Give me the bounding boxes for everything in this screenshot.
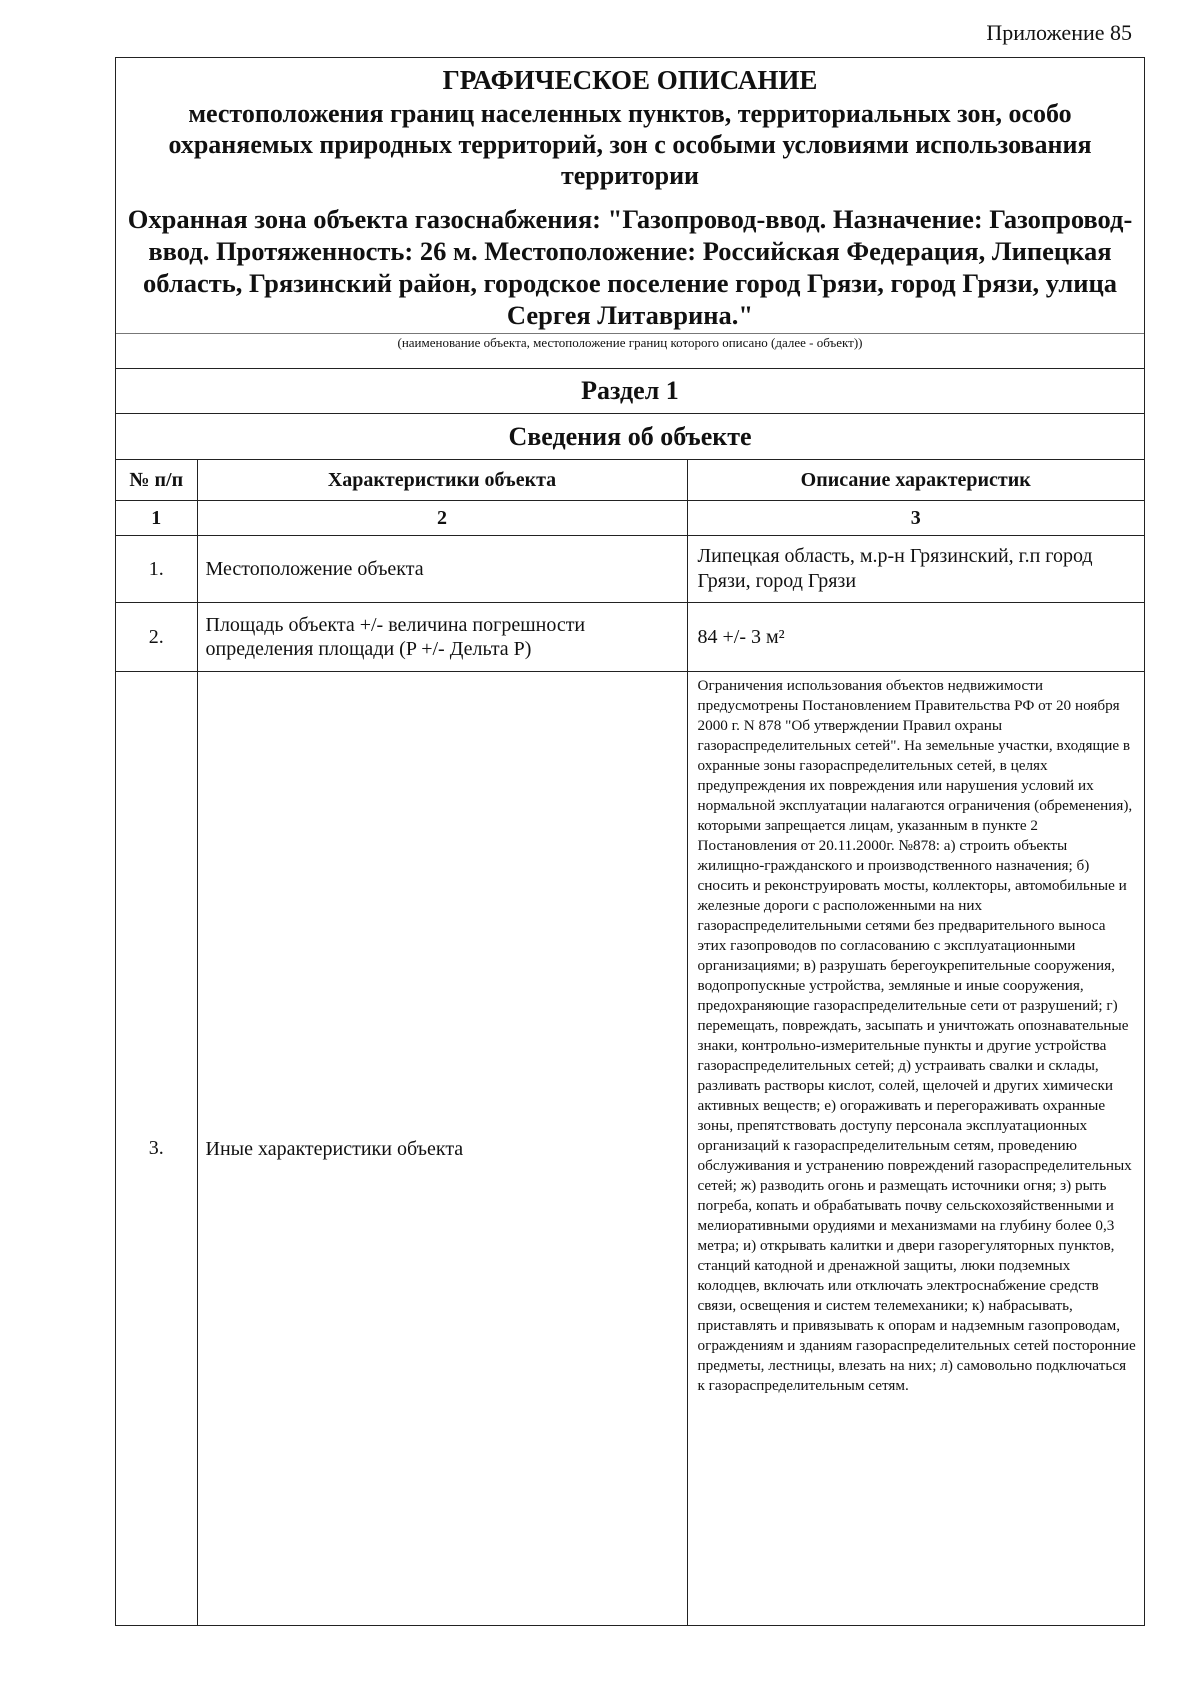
row-description: 84 +/- 3 м² [687, 603, 1144, 672]
row-number: 3. [116, 672, 197, 1626]
row-number: 2. [116, 603, 197, 672]
table-header-row [116, 460, 1144, 501]
index-cell-1: 1 [116, 501, 197, 536]
document-subtitle: местоположения границ населенных пунктов, территориальных зон, особо охраняемых природных территорий, зон с особыми условиями использования территории [168, 99, 1092, 190]
document-frame [115, 57, 1145, 1626]
section-title: Сведения об объекте [116, 413, 1144, 459]
index-cell-2: 2 [197, 501, 687, 536]
row-characteristic: Площадь объекта +/- величина погрешности определения площади (P +/- Дельта P) [197, 603, 687, 672]
row-characteristic: Местоположение объекта [197, 536, 687, 603]
annex-label: Приложение 85 [986, 20, 1132, 45]
document-header [116, 58, 1144, 333]
table-row [116, 672, 1144, 1626]
section-label: Раздел 1 [116, 368, 1144, 413]
table-row [116, 536, 1144, 603]
header-description: Описание характеристик [687, 460, 1144, 501]
table-row [116, 603, 1144, 672]
row-characteristic: Иные характеристики объекта [197, 672, 687, 1626]
object-info-table [116, 459, 1144, 1625]
table-index-row [116, 501, 1144, 536]
object-name: Охранная зона объекта газоснабжения: "Газопровод-ввод. Назначение: Газопровод-ввод. Протяженность: 26 м. Местоположение: Российская Федерация, Липецкая область, Грязинский район, городское поселение город Грязи, город Грязи, улица Сергея Литаврина." [127, 204, 1133, 330]
header-num: № п/п [116, 460, 197, 501]
index-cell-3: 3 [687, 501, 1144, 536]
row-description: Ограничения использования объектов недвижимости предусмотрены Постановлением Правительства РФ от 20 ноября 2000 г. N 878 "Об утверждении Правил охраны газораспределительных сетей". На земельные участки, входящие в охранные зоны газораспределительных сетей, в целях предупреждения их повреждения или нарушения условий их нормальной эксплуатации налагаются ограничения (обременения), которыми запрещается лицам, указанным в пункте 2 Постановления от 20.11.2000г. №878: а) строить объекты жилищно-гражданского и производственного назначения; б) сносить и реконструировать мосты, коллекторы, автомобильные и железные дороги с расположенными на них газораспределительными сетями без предварительного выноса этих газопроводов по согласованию с эксплуатационными организациями; в) разрушать берегоукрепительные сооружения, водопропускные устройства, земляные и иные сооружения, предохраняющие газораспределительные сети от разрушений; г) перемещать, повреждать, засыпать и уничтожать опознавательные знаки, контрольно-измерительные пункты и другие устройства газораспределительных сетей; д) устраивать свалки и склады, разливать растворы кислот, солей, щелочей и других химически активных веществ; е) огораживать и перегораживать охранные зоны, препятствовать доступу персонала эксплуатационных организаций к газораспределительным сетям, проведению обслуживания и устранению повреждений газораспределительных сетей; ж) разводить огонь и размещать источники огня; з) рыть погреба, копать и обрабатывать почву сельскохозяйственными и мелиоративными орудиями и механизмами на глубину более 0,3 метра; и) открывать калитки и двери газорегуляторных пунктов, станций катодной и дренажной защиты, люки подземных колодцев, включать или отключать электроснабжение средств связи, освещения и систем телемеханики; к) набрасывать, приставлять и привязывать к опорам и надземным газопроводам, ограждениям и зданиям газораспределительных сетей посторонние предметы, лестницы, влезать на них; л) самовольно подключаться к газораспределительным сетям. [687, 672, 1144, 1626]
header-characteristic: Характеристики объекта [197, 460, 687, 501]
document-title: ГРАФИЧЕСКОЕ ОПИСАНИЕ [442, 65, 818, 95]
row-number: 1. [116, 536, 197, 603]
object-caption: (наименование объекта, местоположение границ которого описано (далее - объект)) [397, 335, 863, 350]
row-description: Липецкая область, м.р-н Грязинский, г.п город Грязи, город Грязи [687, 536, 1144, 603]
